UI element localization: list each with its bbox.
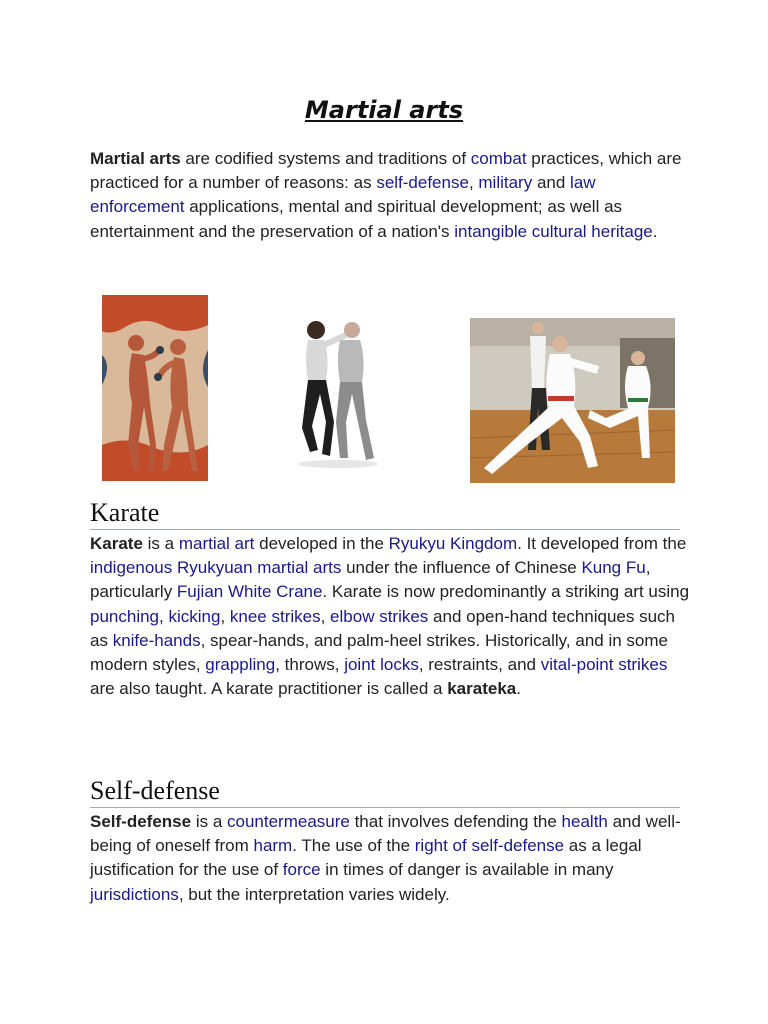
wiki-link[interactable]: intangible cultural heritage xyxy=(454,221,653,241)
text-run: , restraints, and xyxy=(418,655,541,675)
wiki-link[interactable]: jurisdictions xyxy=(90,884,179,904)
text-run: , xyxy=(220,606,230,626)
text-run: , xyxy=(159,606,169,626)
text-run: is a xyxy=(191,812,227,831)
wiki-link[interactable]: self-defense xyxy=(376,173,469,193)
text-run: and xyxy=(532,173,571,193)
wiki-link[interactable]: Fujian White Crane xyxy=(176,582,323,602)
self-defense-heading: Self-defense xyxy=(90,776,680,808)
text-run: , particularly xyxy=(90,558,651,602)
wiki-link[interactable]: indigenous xyxy=(90,558,173,578)
bold-term: Self-defense xyxy=(90,812,192,831)
bold-term: Karate xyxy=(90,534,143,553)
text-run: . It developed from the xyxy=(517,534,687,553)
text-run: , throws, xyxy=(275,655,345,675)
self-defense-paragraph xyxy=(90,810,690,907)
wiki-link[interactable]: force xyxy=(282,860,321,880)
karate-image xyxy=(470,318,675,483)
text-run: , but the interpretation varies widely. xyxy=(178,884,450,904)
wiki-link[interactable]: health xyxy=(561,812,608,831)
text-run: as a legal justification for the use of xyxy=(90,836,642,880)
wiki-link[interactable]: combat xyxy=(470,149,527,168)
bold-term: karateka xyxy=(447,679,517,699)
text-run: and well-being of oneself from xyxy=(90,812,681,856)
text-run: applications, mental and spiritual development; as well as entertainment and the preservation of a nation's xyxy=(90,197,623,241)
karate-paragraph xyxy=(90,532,690,701)
text-run: under the influence of Chinese xyxy=(341,558,582,578)
wiki-link[interactable]: right of self-defense xyxy=(414,836,565,856)
text-run: . xyxy=(516,679,521,699)
wiki-link[interactable]: law enforcement xyxy=(90,173,596,217)
text-run: . xyxy=(652,221,658,241)
text-run: in times of danger is available in many xyxy=(320,860,614,880)
text-run: are also taught. A karate practitioner is called a xyxy=(90,679,448,699)
wiki-link[interactable]: countermeasure xyxy=(227,812,350,831)
page-title: Martial arts xyxy=(304,96,464,124)
wiki-link[interactable]: harm xyxy=(253,836,293,856)
text-run: , xyxy=(468,173,479,193)
wiki-link[interactable]: knife-hands xyxy=(112,630,201,650)
text-run: . The use of the xyxy=(292,836,415,856)
fresco-image xyxy=(102,295,208,481)
text-run: developed in the xyxy=(254,534,389,553)
wiki-link[interactable]: Ryukyu Kingdom xyxy=(388,534,518,553)
text-run: , spear-hands, and palm-heel strikes. Historically, and in some modern styles, xyxy=(90,630,668,675)
bold-term: Martial arts xyxy=(90,149,181,168)
wiki-link[interactable]: knee strikes xyxy=(229,606,321,626)
text-run: practices, which are practiced for a number of reasons: as xyxy=(90,149,682,193)
text-run: , xyxy=(320,606,331,626)
wiki-link[interactable]: elbow strikes xyxy=(330,606,429,626)
text-run: is a xyxy=(142,534,179,553)
wiki-link[interactable]: joint locks xyxy=(344,655,419,675)
wiki-link[interactable]: punching xyxy=(90,606,160,626)
text-run: and open-hand techniques such as xyxy=(90,606,676,650)
wiki-link[interactable]: military xyxy=(478,173,533,193)
wiki-link[interactable]: grappling xyxy=(205,655,276,675)
wiki-link[interactable]: martial art xyxy=(178,534,255,553)
wiki-link[interactable]: vital-point strikes xyxy=(540,655,668,675)
wiki-link[interactable]: kicking xyxy=(168,606,221,626)
wiki-link[interactable]: Kung Fu xyxy=(581,558,646,578)
text-run: are codified systems and traditions of xyxy=(180,149,471,168)
intro-paragraph xyxy=(90,147,690,244)
text-run: that involves defending the xyxy=(349,812,562,831)
wiki-link[interactable]: Ryukyuan martial arts xyxy=(176,558,342,578)
self-defense-image xyxy=(296,318,380,470)
text-run: . Karate is now predominantly a striking art using xyxy=(322,582,690,602)
karate-heading: Karate xyxy=(90,498,680,530)
